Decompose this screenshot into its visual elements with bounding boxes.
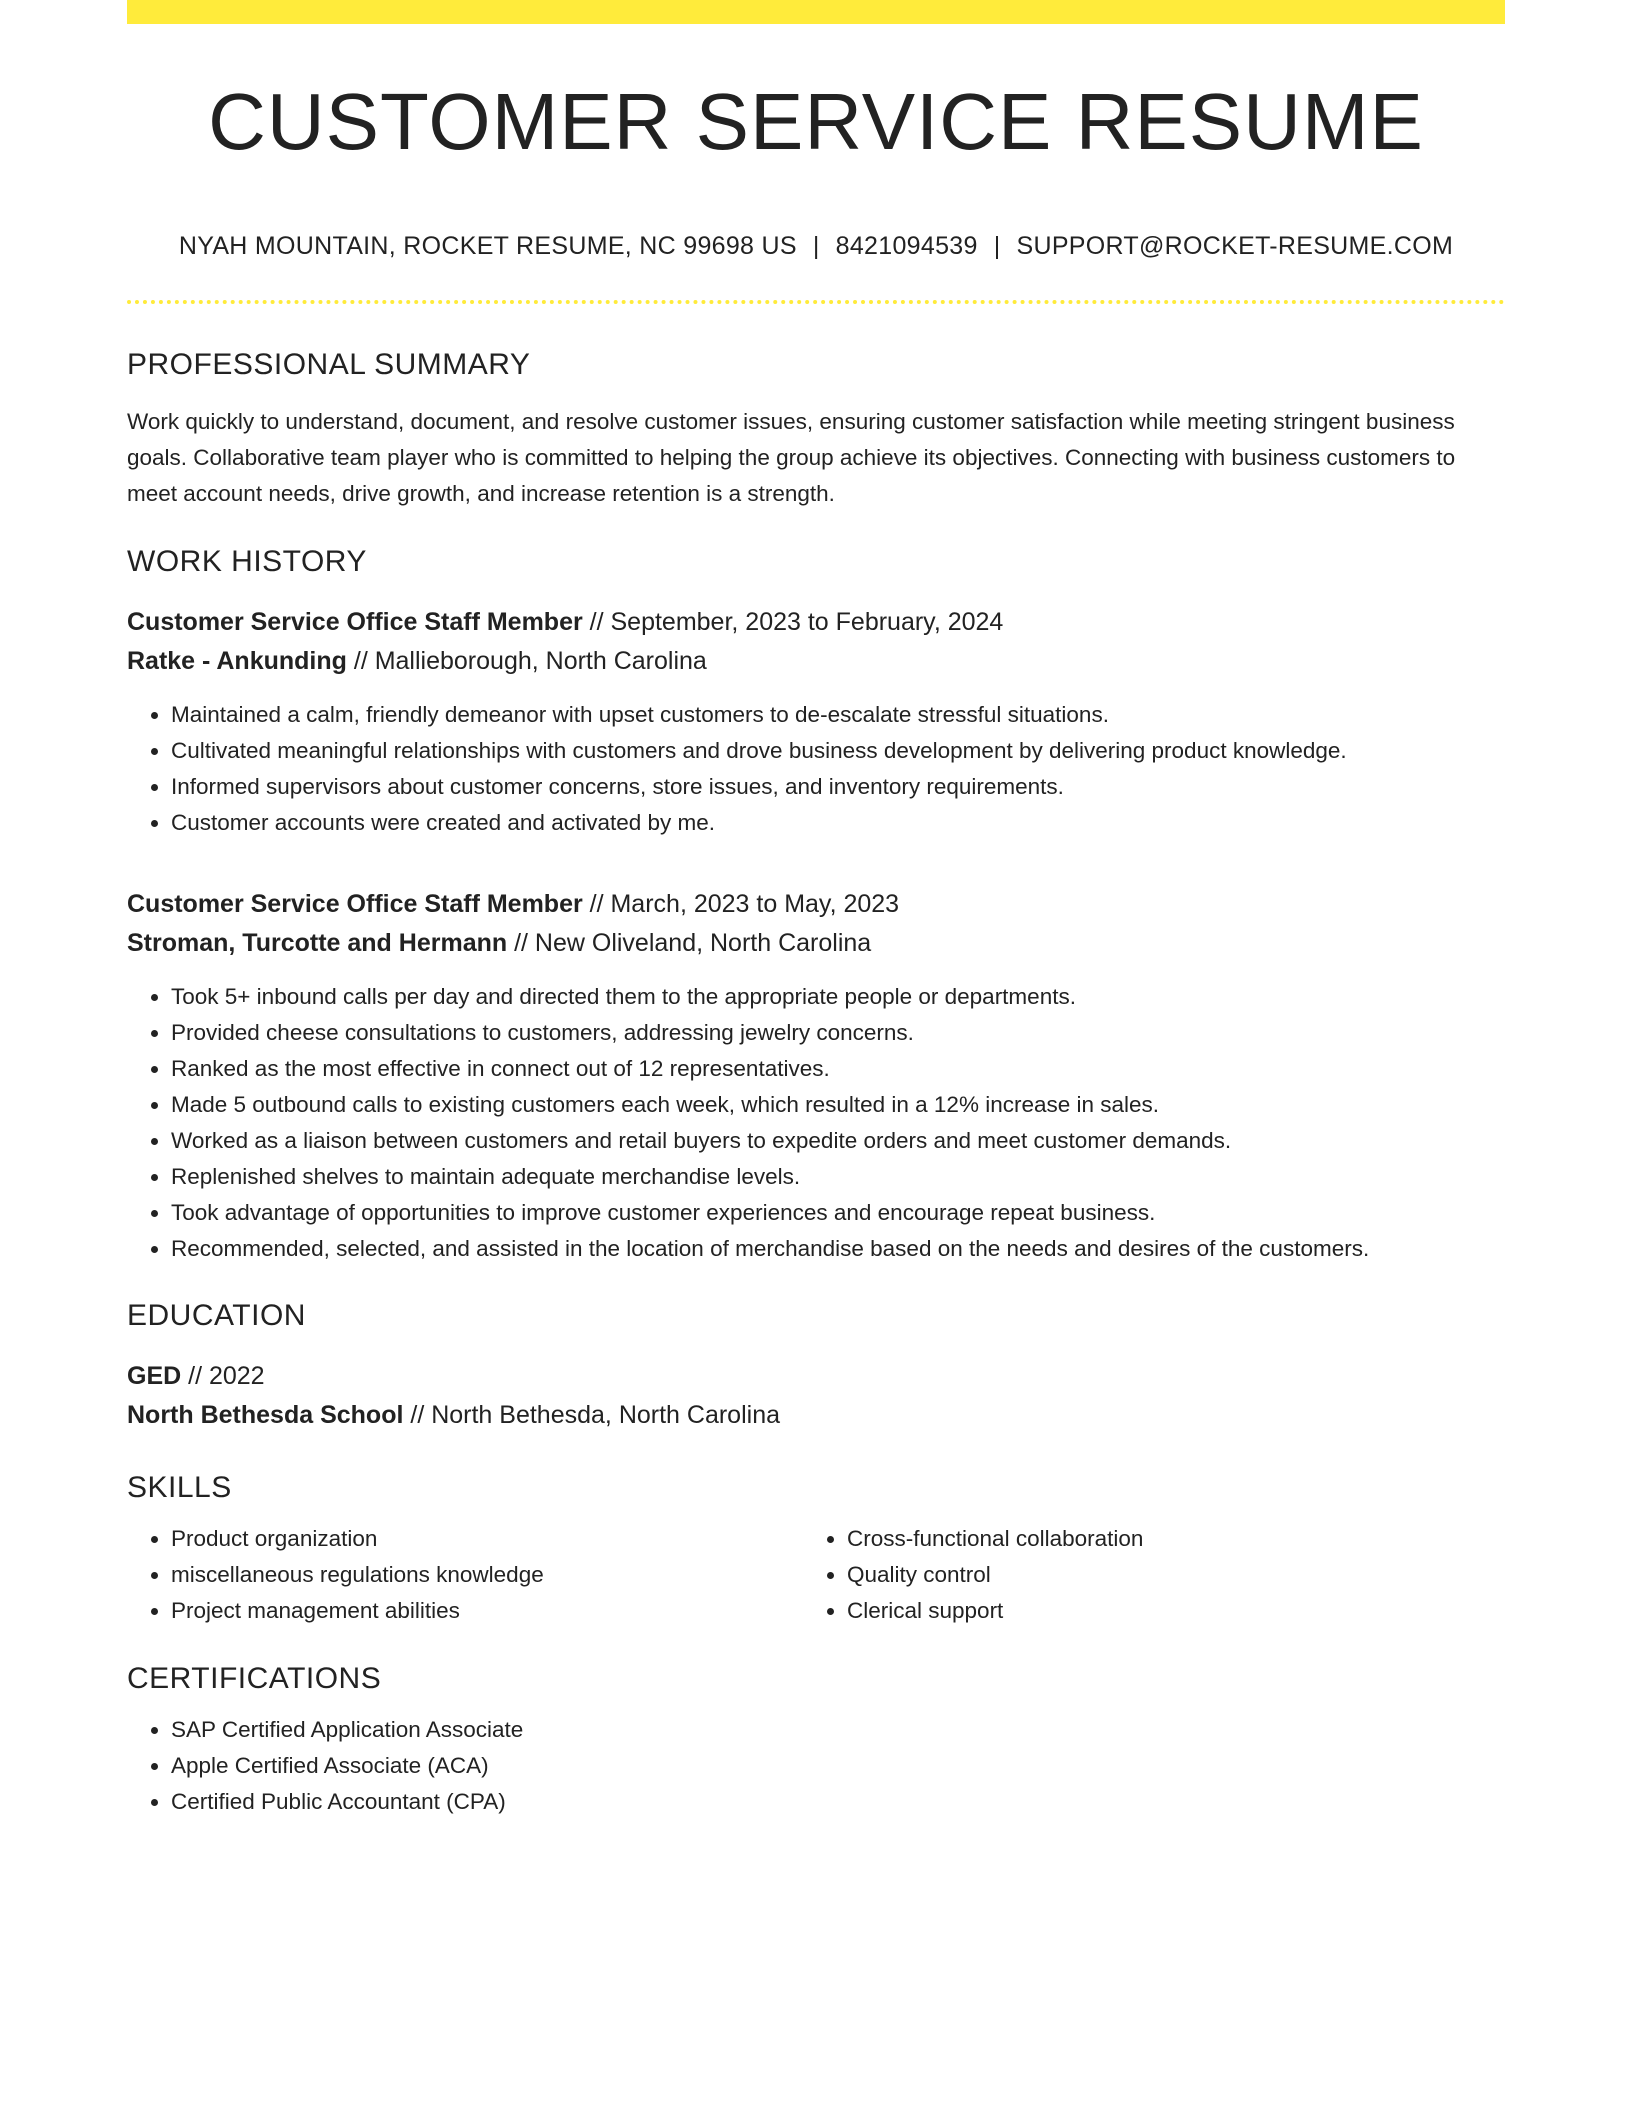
contact-email: SUPPORT@ROCKET-RESUME.COM [1016, 232, 1454, 260]
job-bullets [127, 697, 1505, 841]
work-history-heading: WORK HISTORY [127, 545, 367, 578]
job-role: Customer Service Office Staff Member [127, 608, 583, 636]
job-company-line [127, 924, 1505, 963]
list-item: • Took 5+ inbound calls per day and directed them to the appropriate people or departments. [171, 979, 1505, 1015]
job-location: // New Oliveland, North Carolina [507, 929, 872, 957]
skills-grid [127, 1521, 1505, 1629]
job-entry [127, 603, 1505, 841]
contact-separator: | [812, 232, 820, 260]
education-entry [127, 1357, 1505, 1435]
job-company-line [127, 642, 1505, 681]
contact-address: NYAH MOUNTAIN, ROCKET RESUME, NC 99698 US [178, 232, 797, 260]
job-company: Ratke - Ankunding [127, 647, 347, 675]
job-dates: // March, 2023 to May, 2023 [582, 890, 900, 918]
education-degree-line [127, 1357, 1505, 1396]
summary-text: Work quickly to understand, document, and resolve customer issues, ensuring customer satisfaction while meeting stringent business goals. Collaborative team player who is committed to helping the group achieve its objectives. Connecting with business customers to meet account needs, drive growth, and increase retention is a strength. [127, 409, 1456, 506]
list-item: • Recommended, selected, and assisted in the location of merchandise based on the needs and desires of the customers. [171, 1231, 1505, 1267]
certifications-list [127, 1712, 1505, 1820]
list-item: • Quality control [847, 1557, 1479, 1593]
list-item: • Provided cheese consultations to customers, addressing jewelry concerns. [171, 1015, 1505, 1051]
list-item: • Apple Certified Associate (ACA) [171, 1748, 1505, 1784]
list-item: • Cross-functional collaboration [847, 1521, 1479, 1557]
list-item: • Customer accounts were created and activated by me. [171, 805, 1505, 841]
list-item: • Project management abilities [171, 1593, 803, 1629]
job-entry [127, 885, 1505, 1267]
list-item: • Took advantage of opportunities to improve customer experiences and encourage repeat business. [171, 1195, 1505, 1231]
skills-list-right [803, 1521, 1479, 1629]
list-item: • Product organization [171, 1521, 803, 1557]
skills-list-left [127, 1521, 803, 1629]
education-location: // North Bethesda, North Carolina [403, 1401, 780, 1429]
list-item: • SAP Certified Application Associate [171, 1712, 1505, 1748]
job-role: Customer Service Office Staff Member [127, 890, 583, 918]
list-item: • miscellaneous regulations knowledge [171, 1557, 803, 1593]
resume-page [127, 0, 1505, 1820]
contact-phone: 8421094539 [835, 232, 978, 260]
job-title-line [127, 885, 1505, 924]
education-school-line [127, 1396, 1505, 1435]
skills-heading: SKILLS [127, 1471, 232, 1504]
job-dates: // September, 2023 to February, 2024 [582, 608, 1004, 636]
education-heading: EDUCATION [127, 1299, 306, 1332]
education-degree: GED [127, 1362, 182, 1390]
summary-heading: PROFESSIONAL SUMMARY [127, 348, 531, 381]
contact-separator: | [993, 232, 1001, 260]
job-company: Stroman, Turcotte and Hermann [127, 929, 508, 957]
list-item: • Certified Public Accountant (CPA) [171, 1784, 1505, 1820]
resume-title: CUSTOMER SERVICE RESUME [208, 77, 1424, 166]
job-location: // Mallieborough, North Carolina [346, 647, 707, 675]
job-title-line [127, 603, 1505, 642]
list-item: • Maintained a calm, friendly demeanor with upset customers to de-escalate stressful situations. [171, 697, 1505, 733]
list-item: • Made 5 outbound calls to existing customers each week, which resulted in a 12% increase in sales. [171, 1087, 1505, 1123]
header-divider [127, 300, 1505, 304]
list-item: • Cultivated meaningful relationships with customers and drove business development by delivering product knowledge. [171, 733, 1505, 769]
list-item: • Clerical support [847, 1593, 1479, 1629]
list-item: • Replenished shelves to maintain adequate merchandise levels. [171, 1159, 1505, 1195]
top-accent-bar [127, 0, 1505, 24]
education-school: North Bethesda School [127, 1401, 404, 1429]
contact-line [127, 232, 1505, 261]
list-item: • Worked as a liaison between customers and retail buyers to expedite orders and meet customer demands. [171, 1123, 1505, 1159]
list-item: • Ranked as the most effective in connect out of 12 representatives. [171, 1051, 1505, 1087]
certifications-heading: CERTIFICATIONS [127, 1662, 382, 1695]
job-bullets [127, 979, 1505, 1267]
list-item: • Informed supervisors about customer concerns, store issues, and inventory requirements. [171, 769, 1505, 805]
education-year: // 2022 [181, 1362, 265, 1390]
